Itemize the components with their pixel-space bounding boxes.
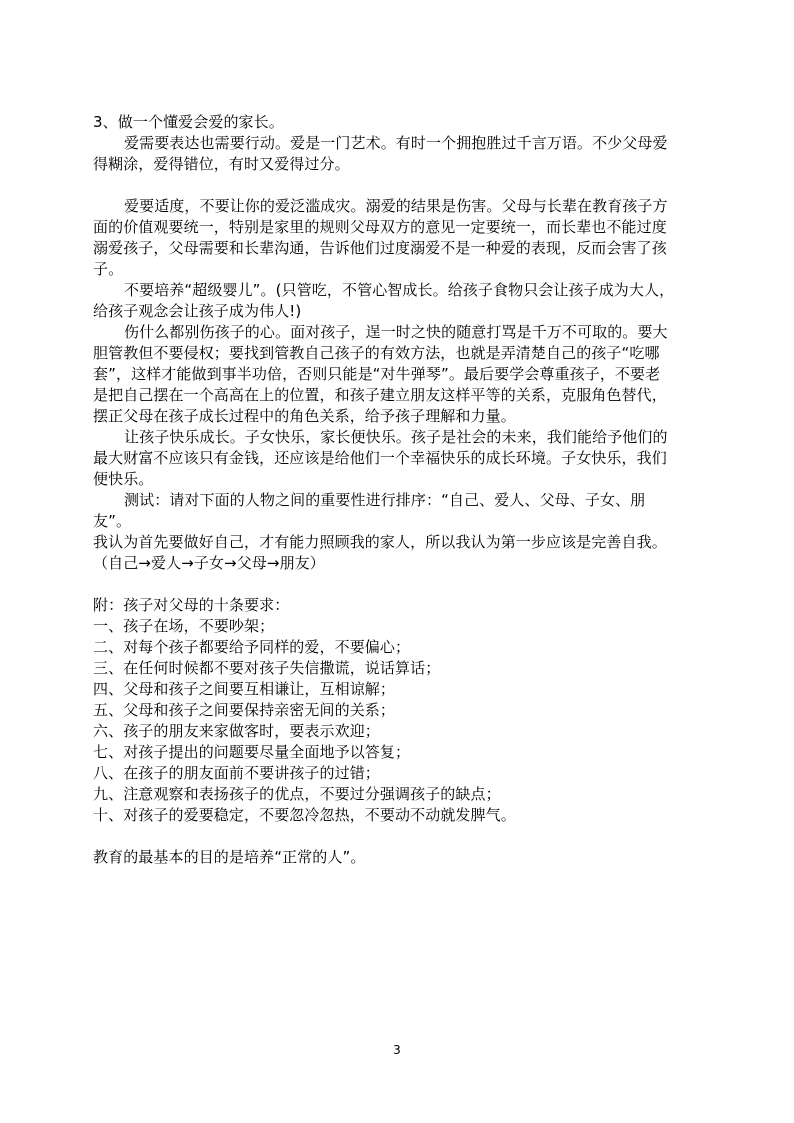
paragraph-line: 让孩子快乐成长。子女快乐，家长便快乐。孩子是社会的未来，我们能给予他们的 bbox=[124, 428, 668, 446]
paragraph-line: 友”。 bbox=[93, 512, 132, 530]
paragraph-spacer bbox=[93, 175, 703, 196]
document-body bbox=[93, 112, 703, 868]
list-item: 八、在孩子的朋友面前不要讲孩子的过错； bbox=[93, 764, 380, 782]
paragraph-line: 套”，这样才能做到事半功倍，否则只能是“对牛弹琴”。最后要学会尊重孩子，不要老 bbox=[93, 365, 661, 383]
paragraph-line: 子。 bbox=[93, 260, 124, 278]
list-item: 五、父母和孩子之间要保持亲密无间的关系； bbox=[93, 701, 396, 719]
list-item: 六、孩子的朋友来家做客时，要表示欢迎； bbox=[93, 722, 380, 740]
paragraph-line: 爱要适度，不要让你的爱泛滥成灾。溺爱的结果是伤害。父母与长辈在教育孩子方 bbox=[124, 197, 668, 215]
list-item: 三、在任何时候都不要对孩子失信撒谎，说话算话； bbox=[93, 659, 441, 677]
list-item: 九、注意观察和表扬孩子的优点，不要过分强调孩子的缺点； bbox=[93, 785, 501, 803]
closing-line: 教育的最基本的目的是培养“正常的人”。 bbox=[93, 848, 366, 866]
page-number: 3 bbox=[393, 1043, 401, 1057]
paragraph-line: 摆正父母在孩子成长过程中的角色关系，给予孩子理解和力量。 bbox=[93, 407, 516, 425]
paragraph-line: 测试：请对下面的人物之间的重要性进行排序：“自己、爱人、父母、子女、朋 bbox=[124, 491, 646, 509]
list-item: 七、对孩子提出的问题要尽量全面地予以答复； bbox=[93, 743, 411, 761]
paragraph-line: （自己→爱人→子女→父母→朋友） bbox=[93, 554, 325, 572]
paragraph-line: 给孩子观念会让孩子成为伟人!) bbox=[93, 302, 302, 320]
paragraph-line: 溺爱孩子，父母需要和长辈沟通，告诉他们过度溺爱不是一种爱的表现，反而会害了孩 bbox=[93, 239, 667, 257]
paragraph-line: 我认为首先要做好自己，才有能力照顾我的家人，所以我认为第一步应该是完善自我。 bbox=[93, 533, 667, 551]
paragraph-line: 伤什么都别伤孩子的心。面对孩子，逞一时之快的随意打骂是千万不可取的。要大 bbox=[124, 323, 668, 341]
section-heading: 3、做一个懂爱会爱的家长。 bbox=[93, 113, 284, 131]
list-item: 一、孩子在场，不要吵架； bbox=[93, 617, 275, 635]
paragraph-line: 面的价值观要统一，特别是家里的规则父母双方的意见一定要统一，而长辈也不能过度 bbox=[93, 218, 667, 236]
list-heading: 附：孩子对父母的十条要求： bbox=[93, 596, 290, 614]
list-item: 十、对孩子的爱要稳定，不要忽冷忽热，不要动不动就发脾气。 bbox=[93, 806, 516, 824]
paragraph-line: 便快乐。 bbox=[93, 470, 154, 488]
paragraph-line: 爱需要表达也需要行动。爱是一门艺术。有时一个拥抱胜过千言万语。不少父母爱 bbox=[124, 134, 668, 152]
paragraph-line: 是把自己摆在一个高高在上的位置，和孩子建立朋友这样平等的关系，克服角色替代， bbox=[93, 386, 667, 404]
paragraph-line: 不要培养“超级婴儿”。(只管吃，不管心智成长。给孩子食物只会让孩子成为大人， bbox=[124, 281, 675, 299]
paragraph-spacer bbox=[93, 826, 703, 847]
list-item: 四、父母和孩子之间要互相谦让，互相谅解； bbox=[93, 680, 396, 698]
paragraph-line: 最大财富不应该只有金钱，还应该是给他们一个幸福快乐的成长环境。子女快乐，我们 bbox=[93, 449, 667, 467]
list-item: 二、对每个孩子都要给予同样的爱，不要偏心； bbox=[93, 638, 411, 656]
paragraph-line: 胆管教但不要侵权；要找到管教自己孩子的有效方法，也就是弄清楚自己的孩子“吃哪 bbox=[93, 344, 660, 362]
paragraph-spacer bbox=[93, 574, 703, 595]
paragraph-line: 得糊涂，爱得错位，有时又爱得过分。 bbox=[93, 155, 350, 173]
